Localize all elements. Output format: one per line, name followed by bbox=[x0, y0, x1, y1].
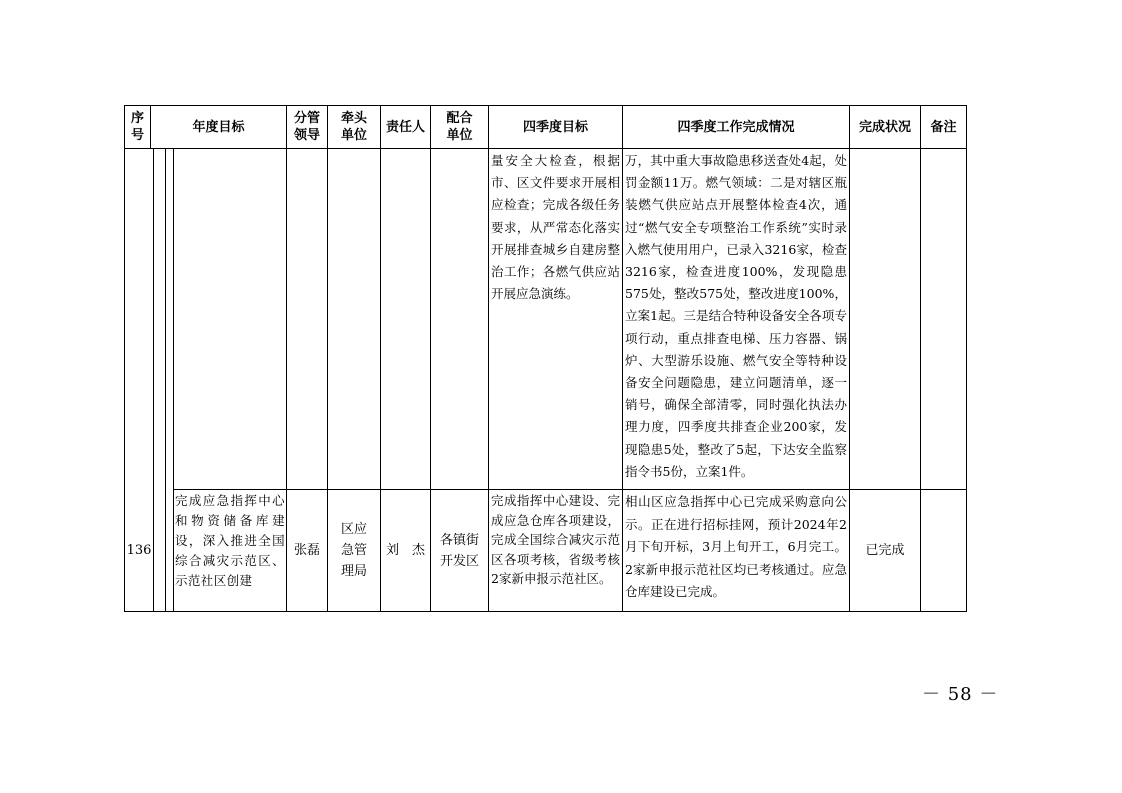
header-bottom-border bbox=[124, 148, 967, 149]
row-136-status: 已完成 bbox=[865, 543, 905, 558]
header-annual-goal: 年度目标 bbox=[192, 119, 245, 135]
continued-q4-goal: 量安全大检查，根据市、区文件要求开展相应检查；完成各级任务要求，从严常态化落实开展排查城乡自建房整治工作；各燃气供应站开展应急演练。 bbox=[491, 153, 620, 302]
work-plan-table bbox=[124, 105, 967, 612]
table-bottom-border bbox=[124, 611, 967, 612]
header-lead-unit: 牵头单位 bbox=[340, 111, 367, 143]
header-coop-unit: 配合单位 bbox=[446, 111, 473, 143]
row-136-seq: 136 bbox=[126, 543, 152, 558]
row-136-q4-goal: 完成指挥中心建设、完成应急仓库各项建设，完成全国综合减灾示范区各项考核，省级考核2家新申报示范社区。 bbox=[491, 493, 620, 586]
row-136-q4-progress: 相山区应急指挥中心已完成采购意向公示。正在进行招标挂网，预计2024年2月下旬开标，3月上旬开工，6月完工。2家新申报示范社区均已考核通过。应急仓库建设已完成。 bbox=[625, 494, 847, 599]
header-seq: 序号 bbox=[130, 111, 144, 143]
header-status: 完成状况 bbox=[858, 119, 911, 135]
row-136-coop-unit: 各镇街开发区 bbox=[439, 532, 479, 569]
col-border bbox=[165, 148, 166, 612]
header-remarks: 备注 bbox=[930, 119, 957, 135]
row-136-annual-goal: 完成应急指挥中心和物资储备库建设，深入推进全国综合减灾示范区、示范社区创建 bbox=[175, 493, 285, 588]
row-136-remarks bbox=[921, 490, 966, 611]
col-border bbox=[488, 105, 489, 612]
col-border bbox=[966, 105, 967, 612]
header-responsible: 责任人 bbox=[385, 119, 425, 135]
continued-q4-progress: 万，其中重大事故隐患移送查处4起，处罚金额11万。燃气领域：二是对辖区瓶装燃气供应站点开展整体检查4次，通过“燃气安全专项整治工作系统”实时录入燃气使用用户，已录入3216家，检查3216家，检查进度100%，发现隐患575处，整改575处，整改进度100%，立案1起。三是结合特种设备安全各项专项行动，重点排查电梯、压力容器、锅炉、大型游乐设施、燃气安全等特种设备安全问题隐患，建立问题清单，逐一销号，确保全部清零，同时强化执法办理力度，四季度共排查企业200家，发现隐患5处，整改了5起，下达安全监察指令书5份，立案1件。 bbox=[625, 153, 847, 479]
row-136-lead-unit: 区应急管理局 bbox=[340, 522, 367, 579]
header-q4-progress: 四季度工作完成情况 bbox=[677, 119, 795, 135]
page-number: － 58 － bbox=[922, 684, 999, 705]
header-q4-goal: 四季度目标 bbox=[522, 119, 588, 135]
header-leader: 分管领导 bbox=[293, 111, 320, 143]
col-border bbox=[622, 105, 623, 612]
row-136-leader: 张磊 bbox=[293, 543, 320, 558]
col-border bbox=[153, 148, 154, 612]
row-136-responsible: 刘 杰 bbox=[385, 543, 425, 558]
col-border bbox=[173, 148, 174, 612]
